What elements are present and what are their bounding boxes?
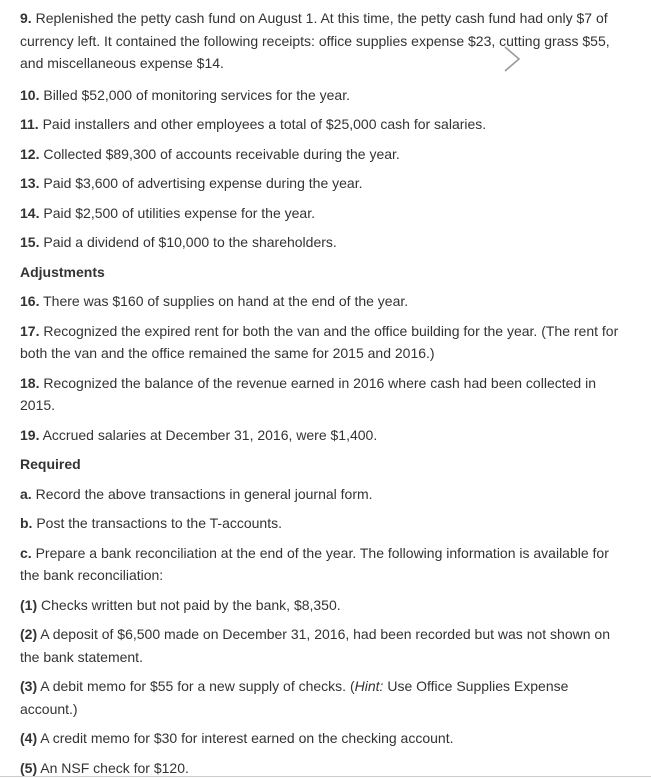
item-text: Recognized the expired rent for both the van and the office building for the year. (The rent for both the van and the office remained the same for 2015 and 2016.) — [20, 323, 618, 362]
item-text: Replenished the petty cash fund on August 1. At this time, the petty cash fund had only $7 of currency left. It contained the following receipts: office supplies expense $23, cutting grass $55, and miscellaneous expense $14. — [20, 10, 610, 71]
problem-content — [20, 0, 624, 779]
item-text: Collected $89,300 of accounts receivable during the year. — [43, 146, 399, 162]
required-item-b — [20, 512, 624, 535]
item-number: 12. — [20, 146, 39, 162]
item-number: b. — [20, 515, 32, 531]
required-item-c — [20, 542, 624, 587]
item-number: 10. — [20, 87, 39, 103]
item-number: c. — [20, 545, 32, 561]
list-item-14 — [20, 202, 624, 225]
item-text-post: Use Office Supplies Expense account.) — [20, 678, 568, 717]
item-text: Paid $2,500 of utilities expense for the year. — [43, 205, 315, 221]
item-text: A deposit of $6,500 made on December 31, 2016, had been recorded but was not shown on the bank statement. — [20, 626, 610, 665]
item-text-pre: A debit memo for $55 for a new supply of checks. ( — [40, 678, 354, 694]
item-number: 19. — [20, 427, 39, 443]
item-text: Accrued salaries at December 31, 2016, were $1,400. — [43, 427, 378, 443]
required-item-a — [20, 483, 624, 506]
item-number: (3) — [20, 678, 37, 694]
item-number: 11. — [20, 116, 39, 132]
recon-item-1 — [20, 594, 624, 617]
item-text: There was $160 of supplies on hand at the end of the year. — [43, 293, 408, 309]
item-number: 9. — [20, 10, 32, 26]
list-item-10 — [20, 84, 624, 107]
list-item-19 — [20, 424, 624, 447]
item-number: 13. — [20, 175, 39, 191]
item-number: 16. — [20, 293, 39, 309]
item-text: Paid $3,600 of advertising expense during the year. — [43, 175, 362, 191]
list-item-13 — [20, 172, 624, 195]
item-text: Post the transactions to the T-accounts. — [36, 515, 282, 531]
item-number: (5) — [20, 760, 37, 776]
item-text: Record the above transactions in general journal form. — [36, 486, 373, 502]
required-heading: Required — [20, 453, 624, 476]
list-item-12 — [20, 143, 624, 166]
item-number: 17. — [20, 323, 39, 339]
recon-item-4 — [20, 727, 624, 750]
hint-label: Hint: — [355, 678, 384, 694]
adjustments-heading: Adjustments — [20, 261, 624, 284]
item-number: a. — [20, 486, 32, 502]
recon-item-3 — [20, 675, 624, 720]
item-text: Checks written but not paid by the bank, $8,350. — [41, 597, 341, 613]
item-text: An NSF check for $120. — [40, 760, 189, 776]
recon-item-2 — [20, 623, 624, 668]
item-number: 14. — [20, 205, 39, 221]
item-text: Paid a dividend of $10,000 to the shareholders. — [43, 234, 336, 250]
item-number: 15. — [20, 234, 39, 250]
item-text: Recognized the balance of the revenue earned in 2016 where cash had been collected in 2015. — [20, 375, 596, 414]
list-item-15 — [20, 231, 624, 254]
item-number: 18. — [20, 375, 39, 391]
list-item-16 — [20, 290, 624, 313]
item-number: (2) — [20, 626, 37, 642]
list-item-17 — [20, 320, 624, 365]
item-text: A credit memo for $30 for interest earned on the checking account. — [40, 730, 453, 746]
item-text: Billed $52,000 of monitoring services for the year. — [43, 87, 350, 103]
list-item-18 — [20, 372, 624, 417]
item-number: (1) — [20, 597, 37, 613]
list-item-9 — [20, 7, 624, 75]
item-text: Paid installers and other employees a total of $25,000 cash for salaries. — [43, 116, 487, 132]
divider — [0, 776, 651, 777]
chevron-right-icon[interactable] — [501, 45, 523, 73]
item-number: (4) — [20, 730, 37, 746]
list-item-11 — [20, 113, 624, 136]
item-text: Prepare a bank reconciliation at the end of the year. The following information is available for the bank reconciliation: — [20, 545, 609, 584]
